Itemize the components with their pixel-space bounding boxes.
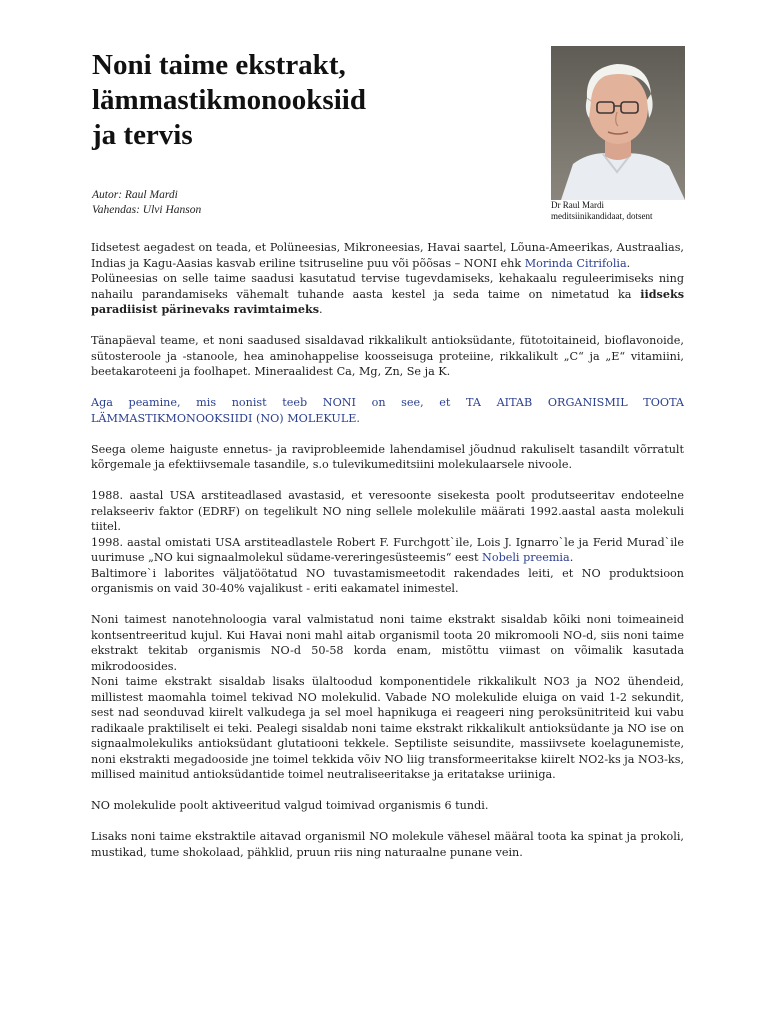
paragraph: Baltimore`i laborites väljatöötatud NO tuvastamismeetodit rakendades leiti, et NO produktsioon organismis on vaid 30-40% vajalikust - eriti eakamatel inimestel. [91,566,684,595]
paragraph: Iidsetest aegadest on teada, et Polüneesias, Mikroneesias, Havai saartel, Lõuna-Ameerikas, Austraalias, Indias ja Kagu-Aasias kasvab eriline tsitruseline puu või põõsas – NONI ehk Morinda Citrifolia. [91,241,684,270]
caption-title: meditsiinikandidaat, dotsent [551,211,653,221]
title-line-2: lämmastikmonooksiid [92,84,366,116]
bold-phrase: iidseks paradiisist pärinevaks ravimtaimeks [91,286,684,316]
paragraph: Noni taimest nanotehnoloogia varal valmistatud noni taime ekstrakt sisaldab kõiki noni toimeaineid kontsentreeritud kujul. Kui Havai noni mahl aitab organismil toota 20 mikromooli NO-d, siis noni taime ekstrakt tekitab organismis NO-d 50-58 korda enam, mistõttu viimast on võimalik kasutada mikrodoosides. [91,613,684,673]
caption-name: Dr Raul Mardi [551,200,604,210]
title-line-3: ja tervis [92,119,193,151]
article-body [91,240,684,876]
paragraph: Seega oleme haiguste ennetus- ja raviprobleemide lahendamisel jõudnud rakuliselt tasandilt võrratult kõrgemale ja efektiivsemale tasandile, s.o tulevikumeditsiini molekulaarsele nivoole. [91,442,684,471]
article-title [92,48,532,153]
photo-caption [551,200,701,222]
link-morinda-citrifolia[interactable]: Morinda Citrifolia [524,256,627,270]
paragraph: Noni taime ekstrakt sisaldab lisaks ülaltoodud komponentidele rikkalikult NO3 ja NO2 ühendeid, millistest maomahla toimel tekivad NO molekulid. Vabade NO molekulide eluiga on vaid 1-2 sekundit, sest nad seonduvad kiirelt valkudega ja sel moel hapnikuga ei reageeri ning peroksünitriteid kui vabu radikaale praktiliselt ei teki. Pealegi sisaldab noni taime ekstrakt rikkalikult antioksüdante ja NO ise on signaalmolekuliks antioksüdant glutatiooni tekkele. Septiliste seisundite, massiivsete koelagunemiste, noni ekstrakti megadooside jne toimel tekkida võiv NO liig transformeeritakse kiirelt NO2-ks ja NO3-ks, millised mainitud antioksüdantide toimel neutraliseeritakse ja eritatakse uriiniga. [91,675,684,781]
paragraph: Lisaks noni taime ekstraktile aitavad organismil NO molekule vähesel määral toota ka spinat ja prokoli, mustikad, tume shokolaad, pähklid, pruun riis ning naturaalne punane vein. [91,830,684,859]
paragraph: 1988. aastal USA arstiteadlased avastasid, et veresoonte sisekesta poolt produtseeritav endoteelne relakseeriv faktor (EDRF) on tegelikult NO ning sellele molekulile määrati 1992.aastal aasta molekuli tiitel. [91,489,684,533]
title-line-1: Noni taime ekstrakt, [92,49,346,81]
highlight-paragraph: Aga peamine, mis nonist teeb NONI on see, et TA AITAB ORGANISMIL TOOTA LÄMMASTIKMONOOKSIIDI (NO) MOLEKULE. [91,396,684,425]
paragraph: Tänapäeval teame, et noni saadused sisaldavad rikkalikult antioksüdante, fütotoitaineid, bioflavonoide, sütosteroole ja -stanoole, hea aminohappelise koosseisuga proteiine, rikkalikult „C“ ja „E“ vitamiini, beetakaroteeni ja foolhapet. Mineraalidest Ca, Mg, Zn, Se ja K. [91,334,684,378]
paragraph: 1998. aastal omistati USA arstiteadlastele Robert F. Furchgott`ile, Lois J. Ignarro`le ja Ferid Murad`ile uurimuse „NO kui signaalmolekul südame-vereringesüsteemis“ eest Nobeli preemia. [91,535,684,564]
byline [92,188,201,218]
author-photo [551,46,685,200]
translator-line: Vahendas: Ulvi Hanson [92,204,202,216]
paragraph: NO molekulide poolt aktiveeritud valgud toimivad organismis 6 tundi. [91,799,489,812]
author-line: Autor: Raul Mardi [92,189,178,201]
link-nobeli-preemia[interactable]: Nobeli preemia [482,551,570,564]
paragraph: Polüneesias on selle taime saadusi kasutatud tervise tugevdamiseks, kehakaalu reguleerimiseks ning nahailu parandamiseks vähemalt tuhande aasta kestel ja seda taime on nimetatud ka iidseks paradiisist pärinevaks ravimtaimeks. [91,272,684,316]
